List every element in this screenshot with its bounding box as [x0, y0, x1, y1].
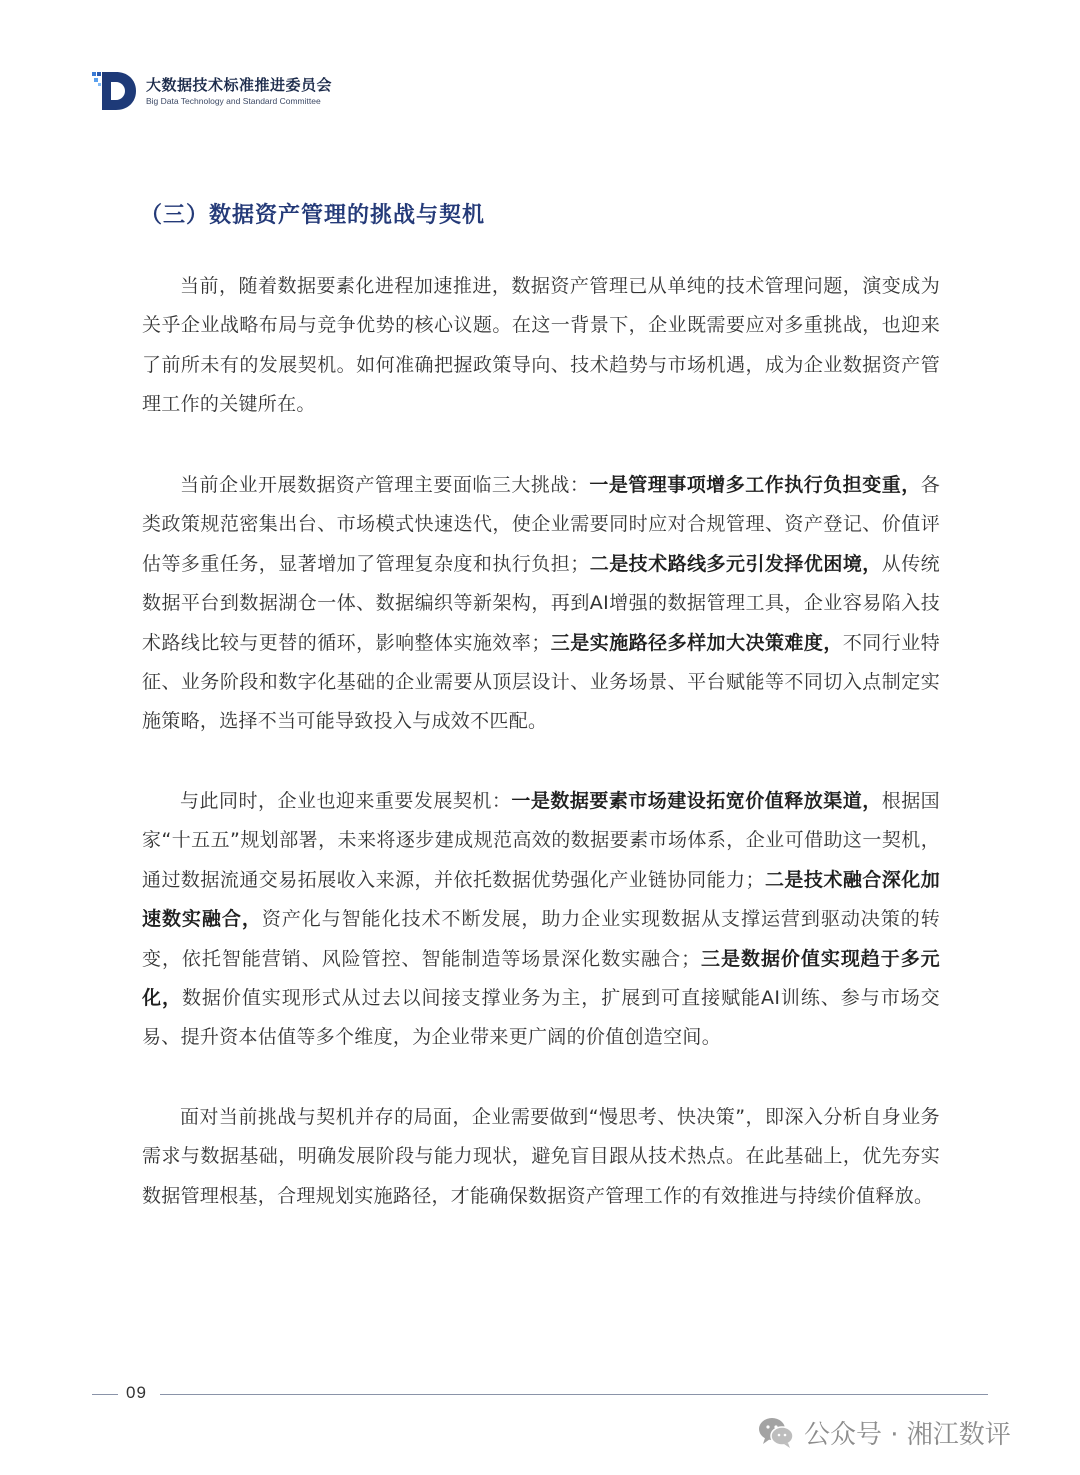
org-name-cn: 大数据技术标准推进委员会: [146, 76, 333, 94]
challenges-lead: 当前企业开展数据资产管理主要面临三大挑战：: [180, 474, 590, 496]
watermark-text: 公众号 · 湘江数评: [804, 1419, 1011, 1450]
challenge-2-heading: 二是技术路线多元引发择优困境，: [589, 552, 882, 575]
challenge-2-text: 从传统数据平台到数据湖仓一体、数据编织等新架构，再到AI增强的数据管理工具，企业容易陷入技术路线比较与更替的循环，影响整体实施效率；: [142, 552, 940, 654]
paragraph-opportunities: [142, 782, 940, 1058]
opportunity-1-text: 根据国家“十五五”规划部署，未来将逐步建成规范高效的数据要素市场体系，企业可借助这一契机，通过数据流通交易拓展收入来源，并依托数据优势强化产业链协同能力；: [142, 790, 940, 891]
wechat-icon: [756, 1412, 796, 1452]
opportunity-1-heading: 一是数据要素市场建设拓宽价值释放渠道，: [511, 790, 882, 812]
challenge-1-heading: 一是管理事项增多工作执行负担变重，: [589, 474, 921, 496]
challenge-1-text: 各类政策规范密集出台、市场模式快速迭代，使企业需要同时应对合规管理、资产登记、价值评估等多重任务，显著增加了管理复杂度和执行负担；: [142, 474, 940, 575]
section-title: （三）数据资产管理的挑战与契机: [140, 203, 486, 228]
page-number: 09: [126, 1383, 147, 1402]
opportunity-3-heading: 三是数据价值实现趋于多元化，: [142, 947, 940, 1010]
opportunities-lead: 与此同时，企业也迎来重要发展契机：: [180, 790, 512, 812]
paragraph-intro: 当前，随着数据要素化进程加速推进，数据资产管理已从单纯的技术管理问题，演变成为关乎企业战略布局与竞争优势的核心议题。在这一背景下，企业既需要应对多重挑战，也迎来了前所未有的发展契机。如何准确把握政策导向、技术趋势与市场机遇，成为企业数据资产管理工作的关键所在。: [142, 275, 940, 416]
paragraph-challenges: [142, 466, 940, 742]
org-name-en: Big Data Technology and Standard Committee: [146, 96, 321, 106]
paragraph-conclusion: 面对当前挑战与契机并存的局面，企业需要做到“慢思考、快决策”，即深入分析自身业务需求与数据基础，明确发展阶段与能力现状，避免盲目跟从技术热点。在此基础上，优先夯实数据管理根基，合理规划实施路径，才能确保数据资产管理工作的有效推进与持续价值释放。: [142, 1106, 940, 1207]
organization-logo: [92, 68, 352, 116]
challenge-3-text: 不同行业特征、业务阶段和数字化基础的企业需要从顶层设计、业务场景、平台赋能等不同切入点制定实施策略，选择不当可能导致投入与成效不匹配。: [142, 631, 940, 733]
opportunity-2-text: 资产化与智能化技术不断发展，助力企业实现数据从支撑运营到驱动决策的转变，依托智能营销、风险管控、智能制造等场景深化数实融合；: [142, 908, 941, 970]
challenge-3-heading: 三是实施路径多样加大决策难度，: [550, 631, 843, 654]
watermark: [756, 1410, 1011, 1454]
opportunity-2-heading: 二是技术融合深化加速数实融合，: [142, 868, 941, 931]
big-data-d-logo-icon: [92, 68, 138, 114]
footer-rule-right: [160, 1394, 988, 1395]
opportunity-3-text: 数据价值实现形式从过去以间接支撑业务为主，扩展到可直接赋能AI训练、参与市场交易、提升资本估值等多个维度，为企业带来更广阔的价值创造空间。: [142, 987, 940, 1049]
footer-rule-left: [92, 1394, 118, 1395]
